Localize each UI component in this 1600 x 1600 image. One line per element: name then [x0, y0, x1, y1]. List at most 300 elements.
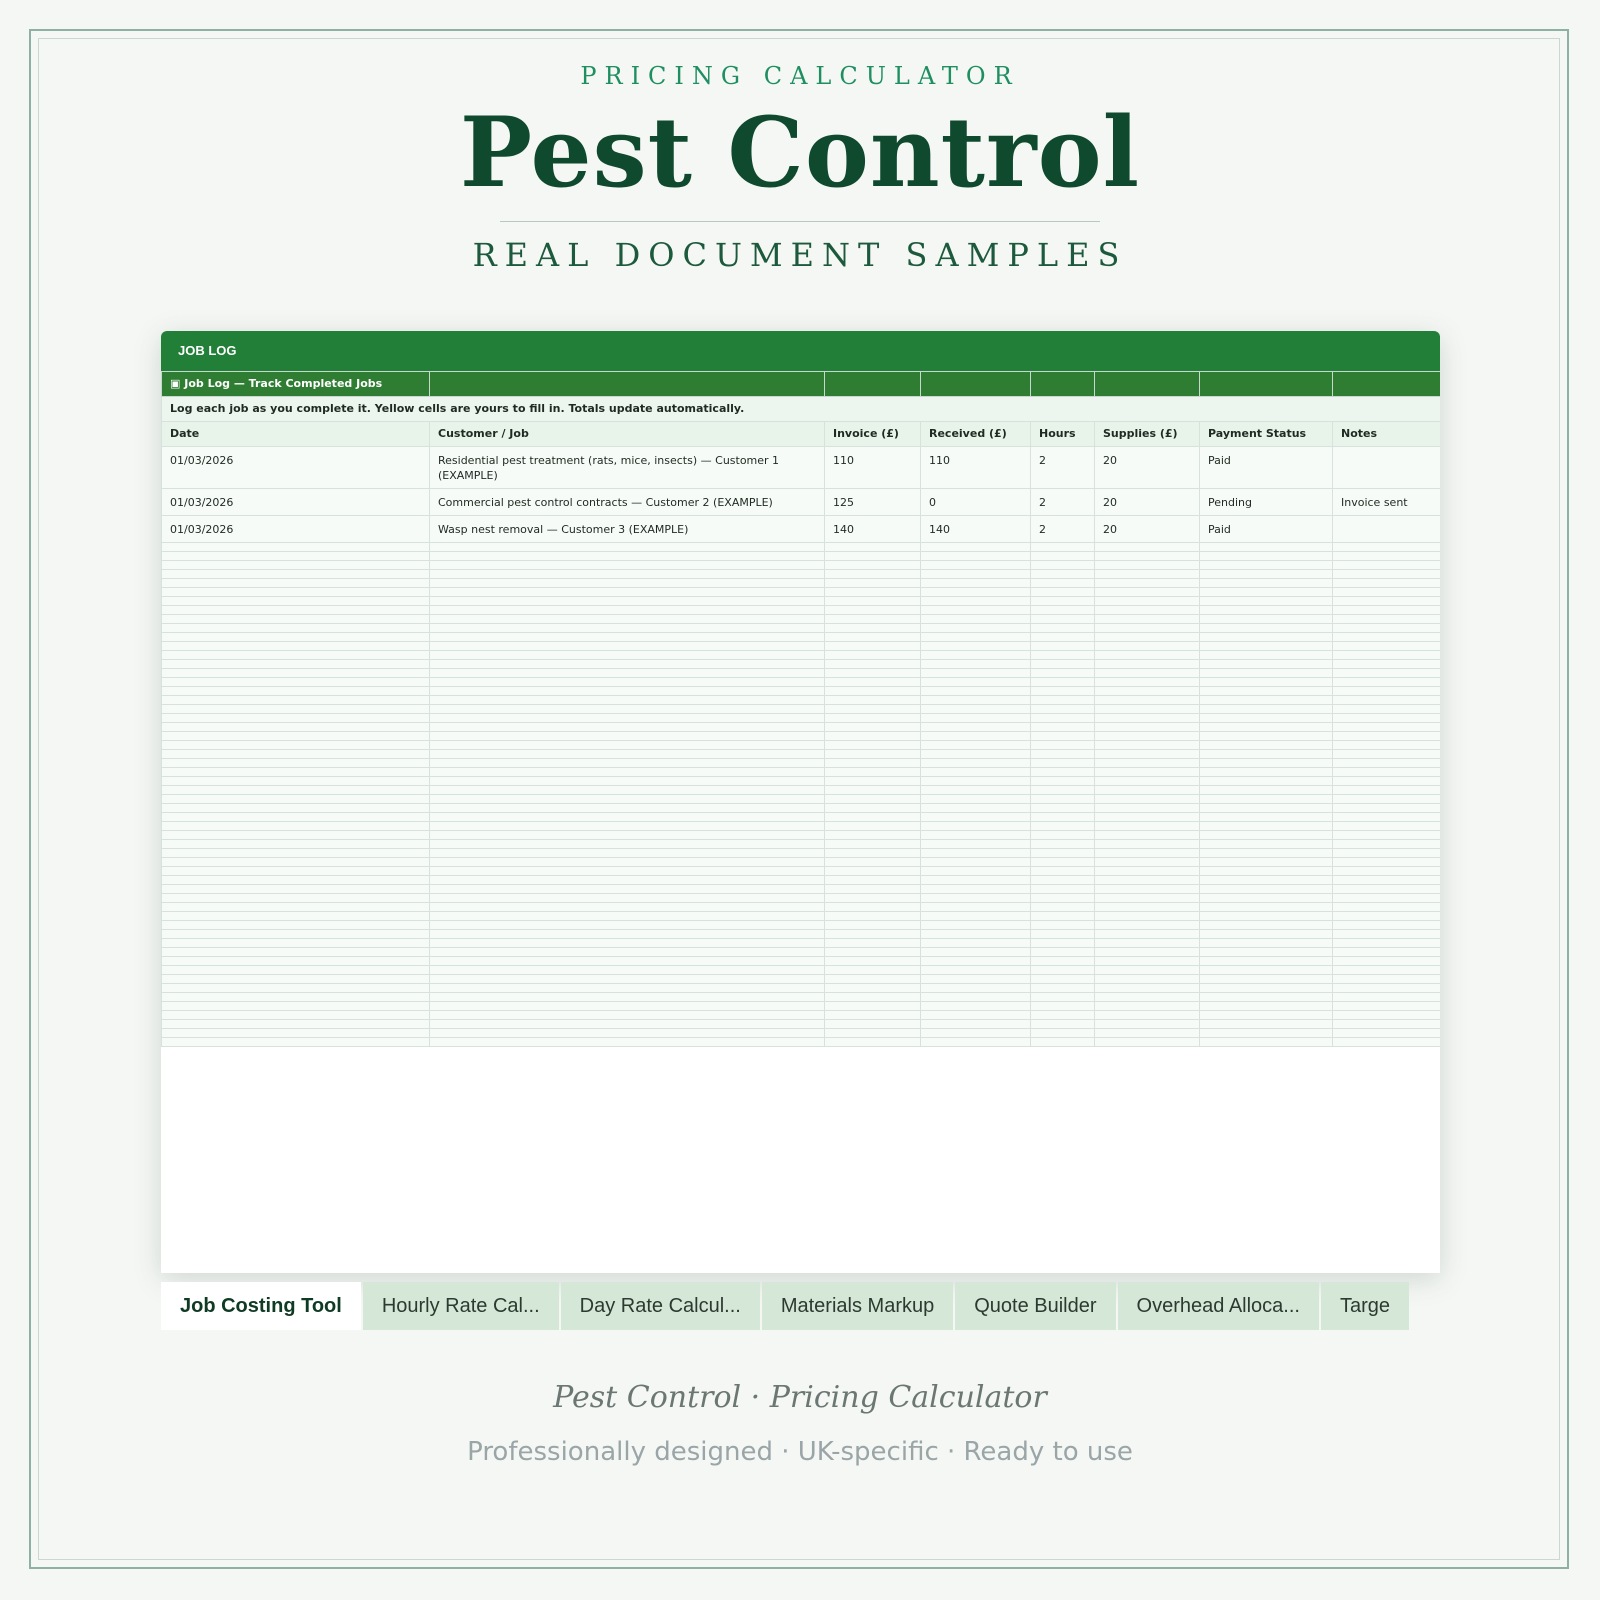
empty-cell[interactable] [162, 1038, 430, 1047]
empty-cell[interactable] [1031, 858, 1095, 867]
empty-cell[interactable] [430, 741, 825, 750]
empty-cell[interactable] [1333, 651, 1441, 660]
empty-cell[interactable] [1200, 687, 1333, 696]
empty-cell[interactable] [1333, 912, 1441, 921]
empty-cell[interactable] [162, 642, 430, 651]
date-cell[interactable]: 01/03/2026 [162, 516, 430, 543]
empty-cell[interactable] [825, 660, 921, 669]
empty-cell[interactable] [1095, 759, 1200, 768]
empty-cell[interactable] [430, 957, 825, 966]
empty-cell[interactable] [921, 615, 1031, 624]
empty-cell[interactable] [1333, 561, 1441, 570]
empty-cell[interactable] [921, 678, 1031, 687]
empty-cell[interactable] [162, 687, 430, 696]
status-cell[interactable]: Pending [1200, 489, 1333, 516]
empty-cell[interactable] [430, 849, 825, 858]
empty-cell[interactable] [1333, 741, 1441, 750]
empty-cell[interactable] [921, 624, 1031, 633]
empty-cell[interactable] [825, 696, 921, 705]
invoice-cell[interactable]: 110 [825, 447, 921, 489]
empty-cell[interactable] [1333, 732, 1441, 741]
empty-cell[interactable] [162, 732, 430, 741]
empty-cell[interactable] [1095, 588, 1200, 597]
empty-cell[interactable] [1333, 795, 1441, 804]
empty-cell[interactable] [162, 759, 430, 768]
empty-cell[interactable] [162, 885, 430, 894]
empty-cell[interactable] [162, 876, 430, 885]
empty-cell[interactable] [1095, 1020, 1200, 1029]
empty-cell[interactable] [825, 768, 921, 777]
invoice-cell[interactable]: 140 [825, 516, 921, 543]
supplies-cell[interactable]: 20 [1095, 489, 1200, 516]
empty-cell[interactable] [1200, 1029, 1333, 1038]
empty-cell[interactable] [1200, 777, 1333, 786]
empty-cell[interactable] [430, 552, 825, 561]
empty-cell[interactable] [162, 912, 430, 921]
empty-cell[interactable] [162, 705, 430, 714]
empty-cell[interactable] [921, 795, 1031, 804]
empty-cell[interactable] [1333, 1011, 1441, 1020]
empty-cell[interactable] [162, 651, 430, 660]
empty-cell[interactable] [1031, 966, 1095, 975]
empty-cell[interactable] [1095, 660, 1200, 669]
empty-cell[interactable] [162, 660, 430, 669]
empty-cell[interactable] [921, 840, 1031, 849]
empty-cell[interactable] [1200, 759, 1333, 768]
empty-cell[interactable] [921, 660, 1031, 669]
empty-cell[interactable] [430, 975, 825, 984]
empty-cell[interactable] [1031, 921, 1095, 930]
empty-cell[interactable] [921, 849, 1031, 858]
empty-cell[interactable] [921, 858, 1031, 867]
empty-cell[interactable] [1095, 597, 1200, 606]
empty-cell[interactable] [1200, 930, 1333, 939]
notes-cell[interactable] [1333, 447, 1441, 489]
empty-cell[interactable] [1333, 696, 1441, 705]
empty-cell[interactable] [430, 876, 825, 885]
empty-cell[interactable] [1200, 894, 1333, 903]
empty-cell[interactable] [1095, 903, 1200, 912]
empty-cell[interactable] [430, 696, 825, 705]
empty-cell[interactable] [162, 966, 430, 975]
empty-cell[interactable] [162, 678, 430, 687]
tab-quote-builder[interactable]: Quote Builder [955, 1282, 1115, 1330]
empty-cell[interactable] [921, 750, 1031, 759]
empty-cell[interactable] [430, 912, 825, 921]
empty-cell[interactable] [921, 606, 1031, 615]
empty-cell[interactable] [1095, 687, 1200, 696]
empty-cell[interactable] [825, 723, 921, 732]
empty-cell[interactable] [921, 669, 1031, 678]
empty-cell[interactable] [430, 840, 825, 849]
empty-cell[interactable] [921, 741, 1031, 750]
empty-cell[interactable] [1031, 939, 1095, 948]
empty-cell[interactable] [162, 804, 430, 813]
empty-cell[interactable] [825, 813, 921, 822]
empty-cell[interactable] [1031, 867, 1095, 876]
empty-cell[interactable] [1095, 885, 1200, 894]
empty-cell[interactable] [1095, 696, 1200, 705]
empty-cell[interactable] [1333, 714, 1441, 723]
empty-cell[interactable] [430, 624, 825, 633]
empty-cell[interactable] [1031, 822, 1095, 831]
empty-cell[interactable] [1031, 633, 1095, 642]
empty-cell[interactable] [162, 957, 430, 966]
empty-cell[interactable] [825, 948, 921, 957]
empty-cell[interactable] [430, 804, 825, 813]
empty-cell[interactable] [825, 1002, 921, 1011]
empty-cell[interactable] [921, 696, 1031, 705]
empty-cell[interactable] [825, 543, 921, 552]
empty-cell[interactable] [162, 939, 430, 948]
empty-cell[interactable] [162, 840, 430, 849]
empty-cell[interactable] [430, 606, 825, 615]
empty-cell[interactable] [825, 984, 921, 993]
empty-cell[interactable] [162, 768, 430, 777]
empty-cell[interactable] [825, 714, 921, 723]
empty-cell[interactable] [921, 561, 1031, 570]
empty-cell[interactable] [1200, 633, 1333, 642]
empty-cell[interactable] [1200, 849, 1333, 858]
empty-cell[interactable] [825, 840, 921, 849]
empty-cell[interactable] [1031, 795, 1095, 804]
empty-cell[interactable] [1031, 543, 1095, 552]
empty-cell[interactable] [1333, 624, 1441, 633]
empty-cell[interactable] [1200, 723, 1333, 732]
status-cell[interactable]: Paid [1200, 516, 1333, 543]
empty-cell[interactable] [1095, 579, 1200, 588]
empty-cell[interactable] [162, 777, 430, 786]
empty-cell[interactable] [825, 570, 921, 579]
empty-cell[interactable] [162, 561, 430, 570]
received-cell[interactable]: 0 [921, 489, 1031, 516]
empty-cell[interactable] [1095, 975, 1200, 984]
empty-cell[interactable] [825, 624, 921, 633]
empty-cell[interactable] [1095, 570, 1200, 579]
empty-cell[interactable] [1200, 624, 1333, 633]
empty-cell[interactable] [1333, 921, 1441, 930]
empty-cell[interactable] [921, 957, 1031, 966]
date-cell[interactable]: 01/03/2026 [162, 447, 430, 489]
empty-cell[interactable] [1031, 741, 1095, 750]
empty-cell[interactable] [921, 984, 1031, 993]
hours-cell[interactable]: 2 [1031, 489, 1095, 516]
empty-cell[interactable] [1095, 714, 1200, 723]
empty-cell[interactable] [162, 984, 430, 993]
empty-cell[interactable] [430, 885, 825, 894]
empty-cell[interactable] [430, 786, 825, 795]
empty-cell[interactable] [825, 633, 921, 642]
empty-cell[interactable] [162, 615, 430, 624]
empty-cell[interactable] [162, 930, 430, 939]
empty-cell[interactable] [825, 939, 921, 948]
empty-cell[interactable] [825, 1011, 921, 1020]
tab-overhead-allocation[interactable]: Overhead Alloca... [1118, 1282, 1319, 1330]
empty-cell[interactable] [1031, 777, 1095, 786]
empty-cell[interactable] [162, 1020, 430, 1029]
empty-cell[interactable] [825, 822, 921, 831]
empty-cell[interactable] [921, 777, 1031, 786]
empty-cell[interactable] [1333, 1020, 1441, 1029]
empty-cell[interactable] [921, 642, 1031, 651]
empty-cell[interactable] [1031, 561, 1095, 570]
empty-cell[interactable] [825, 858, 921, 867]
empty-cell[interactable] [1333, 723, 1441, 732]
empty-cell[interactable] [1031, 1011, 1095, 1020]
empty-cell[interactable] [162, 624, 430, 633]
empty-cell[interactable] [1200, 1011, 1333, 1020]
empty-cell[interactable] [1095, 786, 1200, 795]
empty-cell[interactable] [825, 795, 921, 804]
empty-cell[interactable] [1095, 849, 1200, 858]
empty-cell[interactable] [1095, 543, 1200, 552]
empty-cell[interactable] [1333, 642, 1441, 651]
empty-cell[interactable] [1095, 939, 1200, 948]
empty-cell[interactable] [921, 723, 1031, 732]
empty-cell[interactable] [1031, 588, 1095, 597]
empty-cell[interactable] [162, 822, 430, 831]
empty-cell[interactable] [430, 939, 825, 948]
empty-cell[interactable] [1200, 786, 1333, 795]
empty-cell[interactable] [1095, 894, 1200, 903]
empty-cell[interactable] [825, 993, 921, 1002]
empty-cell[interactable] [162, 894, 430, 903]
empty-cell[interactable] [1200, 840, 1333, 849]
empty-cell[interactable] [1095, 804, 1200, 813]
empty-cell[interactable] [430, 633, 825, 642]
empty-cell[interactable] [1200, 1020, 1333, 1029]
empty-cell[interactable] [162, 1002, 430, 1011]
empty-cell[interactable] [430, 570, 825, 579]
empty-cell[interactable] [1333, 705, 1441, 714]
empty-cell[interactable] [430, 831, 825, 840]
empty-cell[interactable] [1200, 1002, 1333, 1011]
empty-cell[interactable] [921, 579, 1031, 588]
empty-cell[interactable] [1095, 633, 1200, 642]
empty-cell[interactable] [1031, 678, 1095, 687]
empty-cell[interactable] [1200, 642, 1333, 651]
empty-cell[interactable] [921, 813, 1031, 822]
empty-cell[interactable] [921, 651, 1031, 660]
empty-cell[interactable] [1333, 633, 1441, 642]
empty-cell[interactable] [921, 687, 1031, 696]
empty-cell[interactable] [1333, 813, 1441, 822]
empty-cell[interactable] [1095, 993, 1200, 1002]
empty-cell[interactable] [1200, 1038, 1333, 1047]
empty-cell[interactable] [1031, 912, 1095, 921]
empty-cell[interactable] [430, 768, 825, 777]
empty-cell[interactable] [1031, 948, 1095, 957]
empty-cell[interactable] [430, 687, 825, 696]
empty-cell[interactable] [430, 723, 825, 732]
empty-cell[interactable] [162, 849, 430, 858]
empty-cell[interactable] [1333, 687, 1441, 696]
empty-cell[interactable] [825, 849, 921, 858]
empty-cell[interactable] [1200, 579, 1333, 588]
empty-cell[interactable] [921, 903, 1031, 912]
empty-cell[interactable] [1095, 840, 1200, 849]
empty-cell[interactable] [1333, 1002, 1441, 1011]
empty-cell[interactable] [825, 678, 921, 687]
empty-cell[interactable] [1031, 804, 1095, 813]
empty-cell[interactable] [1031, 570, 1095, 579]
empty-cell[interactable] [1031, 813, 1095, 822]
empty-cell[interactable] [430, 1029, 825, 1038]
empty-cell[interactable] [1333, 831, 1441, 840]
empty-cell[interactable] [1095, 957, 1200, 966]
empty-cell[interactable] [1031, 624, 1095, 633]
empty-cell[interactable] [921, 948, 1031, 957]
received-cell[interactable]: 140 [921, 516, 1031, 543]
empty-cell[interactable] [1200, 768, 1333, 777]
empty-cell[interactable] [430, 669, 825, 678]
empty-cell[interactable] [430, 858, 825, 867]
empty-cell[interactable] [1031, 615, 1095, 624]
empty-cell[interactable] [1333, 777, 1441, 786]
empty-cell[interactable] [1200, 813, 1333, 822]
empty-cell[interactable] [1333, 903, 1441, 912]
empty-cell[interactable] [1333, 669, 1441, 678]
empty-cell[interactable] [921, 912, 1031, 921]
empty-cell[interactable] [430, 894, 825, 903]
empty-cell[interactable] [1200, 750, 1333, 759]
empty-cell[interactable] [1333, 759, 1441, 768]
empty-cell[interactable] [1333, 948, 1441, 957]
empty-cell[interactable] [1200, 921, 1333, 930]
empty-cell[interactable] [162, 669, 430, 678]
empty-cell[interactable] [1095, 561, 1200, 570]
empty-cell[interactable] [1333, 588, 1441, 597]
empty-cell[interactable] [921, 822, 1031, 831]
empty-cell[interactable] [1200, 858, 1333, 867]
empty-cell[interactable] [921, 885, 1031, 894]
empty-cell[interactable] [1095, 984, 1200, 993]
empty-cell[interactable] [921, 1020, 1031, 1029]
empty-cell[interactable] [825, 1038, 921, 1047]
empty-cell[interactable] [921, 867, 1031, 876]
empty-cell[interactable] [162, 903, 430, 912]
empty-cell[interactable] [1031, 1029, 1095, 1038]
empty-cell[interactable] [825, 912, 921, 921]
empty-cell[interactable] [162, 867, 430, 876]
empty-cell[interactable] [1031, 903, 1095, 912]
hours-cell[interactable]: 2 [1031, 516, 1095, 543]
empty-cell[interactable] [1031, 930, 1095, 939]
empty-cell[interactable] [1200, 678, 1333, 687]
empty-cell[interactable] [921, 921, 1031, 930]
empty-cell[interactable] [430, 1002, 825, 1011]
empty-cell[interactable] [825, 615, 921, 624]
empty-cell[interactable] [825, 669, 921, 678]
empty-cell[interactable] [1031, 840, 1095, 849]
empty-cell[interactable] [825, 1029, 921, 1038]
empty-cell[interactable] [162, 786, 430, 795]
empty-cell[interactable] [921, 1029, 1031, 1038]
empty-cell[interactable] [162, 633, 430, 642]
empty-cell[interactable] [921, 552, 1031, 561]
empty-cell[interactable] [921, 588, 1031, 597]
empty-cell[interactable] [921, 930, 1031, 939]
job-cell[interactable]: Residential pest treatment (rats, mice, insects) — Customer 1 (EXAMPLE) [430, 447, 825, 489]
empty-cell[interactable] [1095, 606, 1200, 615]
empty-cell[interactable] [430, 732, 825, 741]
empty-cell[interactable] [825, 759, 921, 768]
empty-cell[interactable] [1031, 849, 1095, 858]
empty-cell[interactable] [921, 714, 1031, 723]
empty-cell[interactable] [825, 561, 921, 570]
empty-cell[interactable] [1333, 1029, 1441, 1038]
empty-cell[interactable] [1031, 660, 1095, 669]
empty-cell[interactable] [1200, 606, 1333, 615]
empty-cell[interactable] [1333, 804, 1441, 813]
empty-cell[interactable] [1200, 903, 1333, 912]
empty-cell[interactable] [162, 606, 430, 615]
empty-cell[interactable] [430, 993, 825, 1002]
empty-cell[interactable] [1095, 705, 1200, 714]
status-cell[interactable]: Paid [1200, 447, 1333, 489]
empty-cell[interactable] [825, 1020, 921, 1029]
empty-cell[interactable] [1095, 777, 1200, 786]
empty-cell[interactable] [430, 867, 825, 876]
empty-cell[interactable] [1095, 723, 1200, 732]
empty-cell[interactable] [1095, 750, 1200, 759]
empty-cell[interactable] [1200, 660, 1333, 669]
supplies-cell[interactable]: 20 [1095, 447, 1200, 489]
empty-cell[interactable] [162, 975, 430, 984]
empty-cell[interactable] [1200, 570, 1333, 579]
empty-cell[interactable] [162, 696, 430, 705]
empty-cell[interactable] [825, 750, 921, 759]
empty-cell[interactable] [825, 894, 921, 903]
empty-cell[interactable] [1200, 732, 1333, 741]
empty-cell[interactable] [1095, 669, 1200, 678]
empty-cell[interactable] [1095, 678, 1200, 687]
empty-cell[interactable] [162, 723, 430, 732]
empty-cell[interactable] [162, 579, 430, 588]
tab-job-costing-tool[interactable]: Job Costing Tool [161, 1282, 361, 1330]
empty-cell[interactable] [1333, 876, 1441, 885]
empty-cell[interactable] [162, 813, 430, 822]
empty-cell[interactable] [1031, 894, 1095, 903]
empty-cell[interactable] [1095, 948, 1200, 957]
empty-cell[interactable] [430, 660, 825, 669]
empty-cell[interactable] [1031, 975, 1095, 984]
empty-cell[interactable] [1095, 741, 1200, 750]
notes-cell[interactable] [1333, 516, 1441, 543]
empty-cell[interactable] [1095, 1038, 1200, 1047]
empty-cell[interactable] [921, 786, 1031, 795]
date-cell[interactable]: 01/03/2026 [162, 489, 430, 516]
empty-cell[interactable] [430, 921, 825, 930]
empty-cell[interactable] [1095, 912, 1200, 921]
empty-cell[interactable] [162, 741, 430, 750]
empty-cell[interactable] [430, 903, 825, 912]
empty-cell[interactable] [430, 642, 825, 651]
empty-cell[interactable] [1095, 615, 1200, 624]
empty-cell[interactable] [1031, 786, 1095, 795]
empty-cell[interactable] [430, 1020, 825, 1029]
empty-cell[interactable] [162, 921, 430, 930]
empty-cell[interactable] [430, 597, 825, 606]
empty-cell[interactable] [430, 1011, 825, 1020]
empty-cell[interactable] [1333, 660, 1441, 669]
empty-cell[interactable] [162, 948, 430, 957]
empty-cell[interactable] [1333, 552, 1441, 561]
empty-cell[interactable] [825, 966, 921, 975]
empty-cell[interactable] [1200, 975, 1333, 984]
empty-cell[interactable] [1200, 552, 1333, 561]
empty-cell[interactable] [921, 894, 1031, 903]
